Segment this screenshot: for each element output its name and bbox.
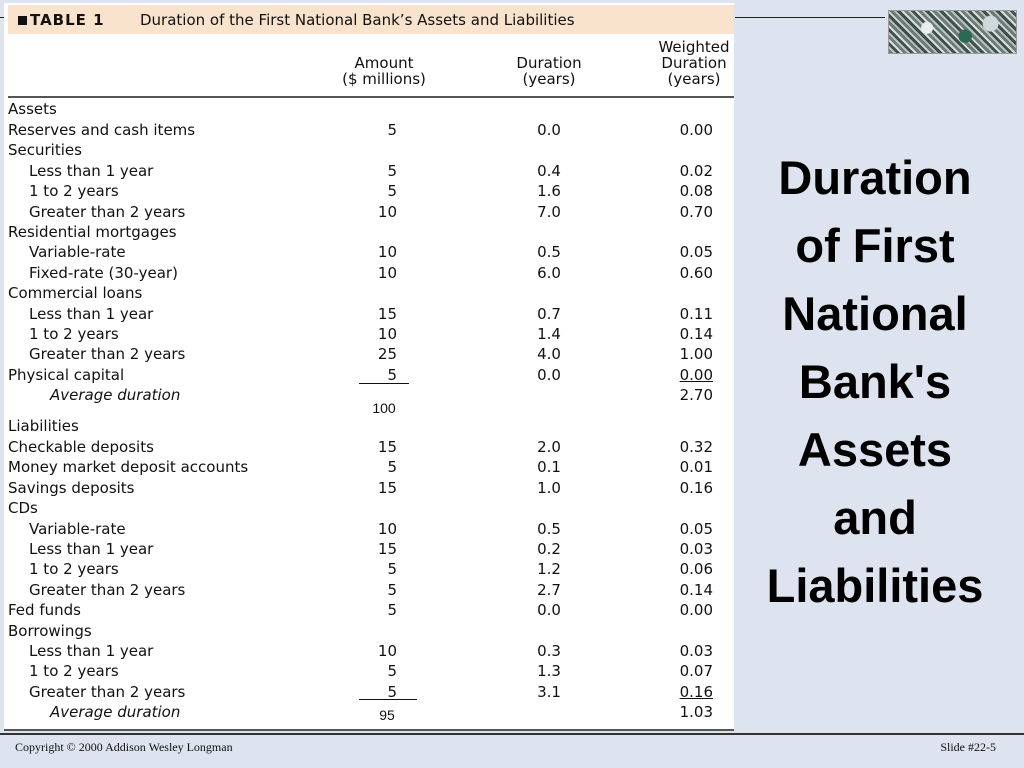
row-amount: 5 [387, 601, 397, 620]
row-label: Savings deposits [8, 478, 135, 497]
row-duration: 2.7 [537, 580, 561, 599]
column-header-weighted-line1: Weighted [658, 38, 730, 56]
slide-number: Slide #22-5 [940, 740, 996, 754]
table-row [4, 325, 734, 345]
row-amount: 10 [377, 642, 397, 660]
row-duration: 0.0 [537, 365, 561, 384]
table-row [4, 223, 734, 243]
row-weighted-duration: 0.11 [679, 304, 713, 323]
column-header-amount [324, 55, 444, 87]
row-weighted-duration: 0.14 [679, 580, 713, 599]
row-duration: 6.0 [537, 263, 561, 282]
row-amount: 15 [377, 304, 397, 323]
table-row [4, 345, 734, 365]
row-label: Checkable deposits [8, 438, 154, 456]
row-weighted-duration: 0.16 [679, 478, 713, 497]
table-bottom-rule [4, 729, 734, 731]
row-label: Less than 1 year [29, 540, 154, 558]
row-weighted-duration: 0.05 [679, 519, 713, 538]
row-amount: 5 [387, 161, 397, 180]
row-weighted-duration: 0.16 [679, 682, 713, 701]
row-label: 1 to 2 years [29, 560, 119, 579]
table-row [4, 284, 734, 304]
row-duration: 0.0 [537, 601, 561, 620]
table-row [4, 305, 734, 325]
row-duration: 0.7 [537, 304, 561, 323]
slide-title-line: National [782, 287, 968, 340]
row-label: Average duration [50, 386, 181, 405]
table-row [4, 162, 734, 182]
table-row [4, 479, 734, 499]
row-label: Commercial loans [8, 284, 143, 303]
row-weighted-duration: 0.00 [679, 121, 713, 139]
row-duration: 0.2 [537, 540, 561, 558]
table-row [4, 683, 734, 703]
row-duration: 3.1 [537, 682, 561, 701]
row-amount: 10 [377, 263, 397, 282]
slide-title [736, 144, 1014, 620]
decorative-photo-image [888, 10, 1017, 54]
row-label: Variable-rate [29, 243, 126, 262]
column-header-amount-line2: ($ millions) [342, 70, 426, 88]
table-row [4, 662, 734, 682]
table-row [4, 243, 734, 263]
row-duration: 4.0 [537, 345, 561, 364]
column-header-weighted-line3: (years) [667, 70, 721, 88]
row-amount: 25 [377, 345, 397, 364]
row-weighted-duration: 1.00 [679, 345, 713, 364]
column-header-duration-line2: (years) [522, 70, 576, 88]
top-rule-right [735, 17, 885, 18]
row-amount: 15 [377, 478, 397, 497]
row-weighted-duration: 1.03 [679, 703, 713, 722]
row-duration: 1.6 [537, 182, 561, 201]
slide-title-line: Assets [797, 423, 953, 476]
row-weighted-duration: 0.01 [679, 458, 713, 477]
row-duration: 7.0 [537, 202, 561, 221]
copyright-text: Copyright © 2000 Addison Wesley Longman [15, 740, 233, 754]
column-header-weighted [634, 39, 754, 87]
row-label: Greater than 2 years [29, 682, 186, 701]
table-row [4, 366, 734, 386]
table-row [4, 520, 734, 540]
row-label: Greater than 2 years [29, 580, 186, 599]
row-label: Less than 1 year [29, 642, 154, 660]
header-divider [8, 96, 734, 98]
row-label: Residential mortgages [8, 223, 177, 241]
row-label: 1 to 2 years [29, 662, 119, 681]
slide-title-line: of First [795, 219, 955, 272]
table-header-bar [8, 5, 734, 34]
row-weighted-duration: 0.08 [679, 182, 713, 201]
table-title: Duration of the First National Bank’s Assets and Liabilities [140, 11, 575, 29]
table-row [4, 141, 734, 161]
slide-title-line: Duration [778, 151, 972, 204]
row-label: CDs [8, 499, 38, 518]
row-label: Reserves and cash items [8, 121, 196, 139]
row-weighted-duration: 0.60 [679, 263, 713, 282]
row-amount: 5 [387, 121, 397, 139]
slide-title-line: Liabilities [766, 559, 984, 612]
row-duration: 1.0 [537, 478, 561, 497]
table-row [4, 182, 734, 202]
row-amount: 10 [377, 519, 397, 538]
row-label: 1 to 2 years [29, 182, 119, 201]
row-label: Variable-rate [29, 519, 126, 538]
row-label: Greater than 2 years [29, 345, 186, 364]
row-duration: 0.3 [537, 642, 561, 660]
row-weighted-duration: 0.06 [679, 560, 713, 579]
table-row [4, 540, 734, 560]
table-row [4, 121, 734, 141]
table-row [4, 438, 734, 458]
table-row [4, 264, 734, 284]
row-label: Greater than 2 years [29, 202, 186, 221]
row-label: Less than 1 year [29, 161, 154, 180]
row-weighted-duration: 0.00 [679, 601, 713, 620]
row-weighted-duration: 0.05 [679, 243, 713, 262]
row-amount: 15 [377, 540, 397, 558]
row-label: Less than 1 year [29, 304, 154, 323]
row-weighted-duration: 0.32 [679, 438, 713, 456]
row-weighted-duration: 0.14 [679, 325, 713, 343]
row-weighted-duration: 0.03 [679, 540, 713, 558]
row-label: Fed funds [8, 601, 81, 620]
row-amount: 10 [377, 202, 397, 221]
row-label: 1 to 2 years [29, 325, 119, 343]
row-label: Money market deposit accounts [8, 458, 249, 477]
liabilities-heading: Liabilities [8, 417, 79, 435]
table-label: TABLE 1 [30, 11, 105, 29]
table-row [4, 499, 734, 519]
row-weighted-duration: 0.07 [679, 662, 713, 681]
row-duration: 1.2 [537, 560, 561, 579]
liabilities-heading-row [4, 417, 734, 437]
row-amount: 10 [377, 325, 397, 343]
row-weighted-duration: 0.00 [679, 365, 713, 384]
row-weighted-duration: 0.03 [679, 642, 713, 660]
row-duration: 1.3 [537, 662, 561, 681]
row-duration: 0.5 [537, 243, 561, 262]
table-row [4, 622, 734, 642]
row-weighted-duration: 2.70 [679, 386, 713, 405]
assets-heading: Assets [8, 100, 57, 118]
row-amount: 5 [387, 682, 397, 701]
row-duration: 0.1 [537, 458, 561, 477]
assets-heading-row [4, 100, 734, 120]
row-amount: 5 [387, 182, 397, 201]
assets-total: 100 [372, 400, 396, 416]
row-label: Physical capital [8, 365, 125, 384]
row-amount: 5 [387, 580, 397, 599]
column-header-duration [489, 55, 609, 87]
row-label: Average duration [50, 703, 181, 722]
column-header-duration-line1: Duration [516, 54, 582, 72]
row-amount: 5 [387, 458, 397, 477]
row-amount: 5 [387, 365, 397, 384]
row-amount: 15 [377, 438, 397, 456]
row-weighted-duration: 0.70 [679, 202, 713, 221]
table-row [4, 642, 734, 662]
table-row [4, 581, 734, 601]
duration-table [4, 3, 734, 730]
table-row [4, 458, 734, 478]
row-label: Securities [8, 141, 82, 160]
row-label: Borrowings [8, 621, 92, 640]
row-duration: 0.0 [537, 121, 561, 139]
slide-title-line: and [833, 491, 917, 544]
row-duration: 0.5 [537, 519, 561, 538]
row-weighted-duration: 0.02 [679, 161, 713, 180]
row-amount: 10 [377, 243, 397, 262]
table-row [4, 386, 734, 406]
table-row [4, 703, 734, 723]
table-row [4, 203, 734, 223]
table-row [4, 601, 734, 621]
column-header-amount-line1: Amount [354, 54, 414, 72]
row-amount: 5 [387, 560, 397, 579]
row-duration: 2.0 [537, 438, 561, 456]
table-row [4, 560, 734, 580]
slide-title-line: Bank's [798, 355, 952, 408]
row-duration: 0.4 [537, 161, 561, 180]
column-header-weighted-line2: Duration [661, 54, 727, 72]
square-bullet-icon [18, 16, 27, 25]
row-amount: 5 [387, 662, 397, 681]
row-duration: 1.4 [537, 325, 561, 343]
liabilities-total: 95 [379, 707, 395, 723]
row-label: Fixed-rate (30-year) [29, 263, 178, 282]
footer-divider [0, 733, 1024, 735]
